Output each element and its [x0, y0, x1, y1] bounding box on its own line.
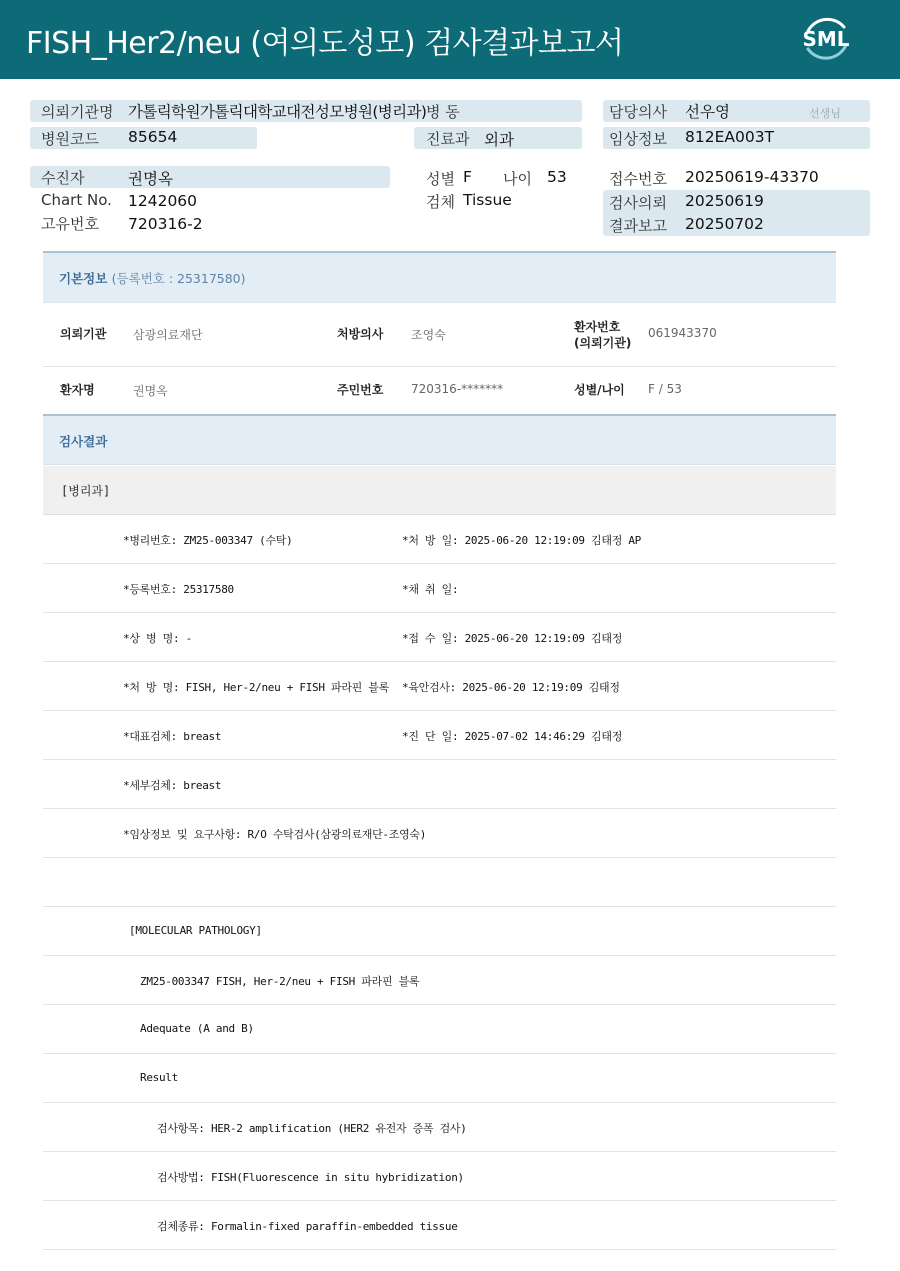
age-label: 나이	[503, 170, 532, 188]
id-value: 720316-2	[128, 215, 203, 233]
patient-no-label-2: (의뢰기관)	[574, 336, 632, 350]
doctor-suffix: 선생님	[809, 107, 841, 120]
sex-value: F	[463, 168, 472, 186]
sml-logo-text: SML	[802, 27, 850, 51]
report-header	[0, 0, 900, 79]
sex-label: 성별	[426, 170, 455, 188]
result-row	[43, 1054, 836, 1103]
result-row	[43, 1152, 836, 1201]
dept-value: 외과	[484, 131, 514, 149]
result-line-right: *처 방 일: 2025-06-20 12:19:09 김태정 AP	[402, 534, 641, 547]
result-row	[43, 711, 836, 760]
department-label: [병리과]	[61, 484, 111, 498]
result-row	[43, 1201, 836, 1250]
specimen-label: 검체	[426, 193, 455, 211]
rrn-label: 주민번호	[337, 383, 384, 397]
result-row	[43, 858, 836, 907]
req-inst-value: 삼광의료재단	[133, 328, 203, 342]
result-row	[43, 613, 836, 662]
results-title: 검사결과	[59, 434, 108, 449]
result-line-right: *접 수 일: 2025-06-20 12:19:09 김태정	[402, 632, 623, 645]
result-row	[43, 515, 836, 564]
basic-info-title-wrap	[59, 269, 246, 287]
result-row	[43, 662, 836, 711]
institution-label: 의뢰기관명	[41, 103, 114, 121]
req-inst-label: 의뢰기관	[60, 327, 107, 341]
patient-name-label: 환자명	[60, 383, 95, 397]
basic-info-subtitle: (등록번호 : 25317580)	[111, 271, 246, 286]
chart-value: 1242060	[128, 192, 198, 210]
result-line-left: *병리번호: ZM25-003347 (수탁)	[123, 534, 293, 547]
sml-logo	[800, 13, 852, 65]
result-line-left: 검사항목: HER-2 amplification (HER2 유전자 증폭 검사)	[157, 1122, 467, 1135]
patient-value: 권명옥	[128, 170, 173, 188]
sex-age-label: 성별/나이	[574, 383, 625, 397]
basic-info-title: 기본정보	[59, 271, 108, 286]
report-value: 20250702	[685, 215, 764, 233]
results-header	[43, 416, 836, 465]
result-row	[43, 956, 836, 1005]
patient-no-value: 061943370	[648, 326, 717, 340]
age-value: 53	[547, 168, 567, 186]
basic-info-row-2	[43, 366, 836, 416]
result-row	[43, 564, 836, 613]
result-line-left: 검체종류: Formalin-fixed paraffin-embedded tissue	[157, 1220, 458, 1233]
receipt-value: 20250619-43370	[685, 168, 819, 186]
dept-label: 진료과	[426, 130, 470, 148]
chart-label: Chart No.	[41, 191, 112, 209]
clinical-label: 임상정보	[609, 130, 667, 148]
rrn-value: 720316-*******	[411, 382, 504, 396]
doctor-value: 선우영	[685, 103, 730, 121]
prescriber-label: 처방의사	[337, 327, 384, 341]
id-label: 고유번호	[41, 215, 99, 233]
result-line-right: *진 단 일: 2025-07-02 14:46:29 김태정	[402, 730, 623, 743]
request-value: 20250619	[685, 192, 764, 210]
prescriber-value: 조영숙	[411, 328, 446, 342]
patient-label: 수진자	[41, 169, 85, 187]
doctor-label: 담당의사	[609, 103, 667, 121]
result-line-right: *육안검사: 2025-06-20 12:19:09 김태정	[402, 681, 620, 694]
result-line-left: Result	[140, 1071, 178, 1084]
report-title: FISH_Her2/neu (여의도성모) 검사결과보고서	[26, 26, 624, 61]
basic-info-header	[43, 251, 836, 302]
receipt-label: 접수번호	[609, 170, 667, 188]
request-label: 검사의뢰	[609, 194, 667, 212]
ward-label: 병 동	[426, 103, 460, 121]
result-line-left: Adequate (A and B)	[140, 1022, 254, 1035]
result-row	[43, 760, 836, 809]
hospital-code-label: 병원코드	[41, 130, 99, 148]
result-row	[43, 1005, 836, 1054]
result-line-left: *임상정보 및 요구사항: R/O 수탁검사(삼광의료재단-조영숙)	[123, 828, 427, 841]
result-row	[43, 1103, 836, 1152]
result-line-left: *대표검체: breast	[123, 730, 222, 743]
basic-info-row-1	[43, 302, 836, 367]
hospital-code-value: 85654	[128, 128, 178, 146]
result-line-left: *처 방 명: FISH, Her-2/neu + FISH 파라핀 블록	[123, 681, 389, 694]
sex-age-value: F / 53	[648, 382, 682, 396]
result-line-left: ZM25-003347 FISH, Her-2/neu + FISH 파라핀 블록	[140, 975, 420, 988]
institution-value: 가톨릭학원가톨릭대학교대전성모병원(병리과)	[128, 103, 427, 121]
specimen-value: Tissue	[463, 191, 512, 209]
department-row	[43, 466, 836, 515]
result-row	[43, 809, 836, 858]
result-line-right: *채 취 일:	[402, 583, 459, 596]
result-row	[43, 907, 836, 956]
patient-name-value: 권명옥	[133, 384, 168, 398]
result-line-left: 검사방법: FISH(Fluorescence in situ hybridization)	[157, 1171, 464, 1184]
result-line-left: [MOLECULAR PATHOLOGY]	[129, 924, 262, 937]
report-label: 결과보고	[609, 217, 667, 235]
result-line-left: *상 병 명: -	[123, 632, 192, 645]
result-line-left: *등록번호: 25317580	[123, 583, 234, 596]
patient-no-label-1: 환자번호	[574, 320, 621, 334]
result-line-left: *세부검체: breast	[123, 779, 222, 792]
clinical-value: 812EA003T	[685, 128, 775, 146]
